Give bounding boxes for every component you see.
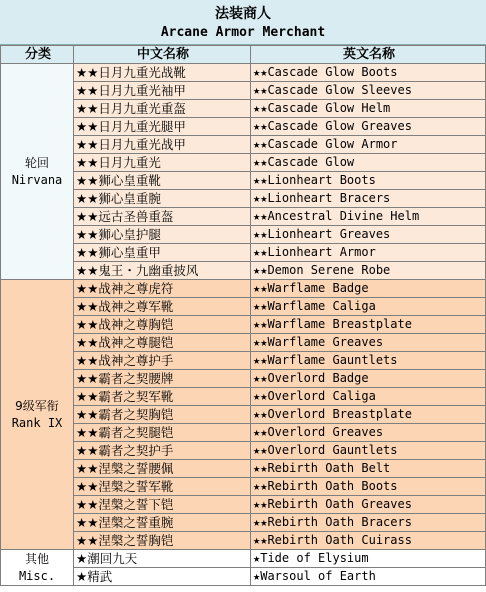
category-label-cn: 9级军衔 [15,398,59,413]
title-cn: 法装商人 [215,6,271,22]
item-cn-name: ★★霸者之契腿铠 [74,424,251,442]
category-cell [1,64,74,280]
item-cn-name: ★★战神之尊胸铠 [74,316,251,334]
header-en-name: 英文名称 [251,46,486,64]
item-cn-name: ★★战神之尊护手 [74,352,251,370]
item-cn-name: ★★日月九重光重盔 [74,100,251,118]
table-row [1,532,486,550]
table-row [1,190,486,208]
item-cn-name: ★★日月九重光战靴 [74,64,251,82]
item-en-name: ★★Cascade Glow Sleeves [251,82,486,100]
item-en-name: ★Warsoul of Earth [251,568,486,586]
category-cell [1,280,74,550]
table-row [1,82,486,100]
merchant-table [0,45,486,586]
item-cn-name: ★★涅槃之誓重腕 [74,514,251,532]
item-cn-name: ★★涅槃之誓军靴 [74,478,251,496]
item-en-name: ★★Cascade Glow Greaves [251,118,486,136]
item-en-name: ★★Warflame Badge [251,280,486,298]
table-body [1,64,486,586]
header-cn-name: 中文名称 [74,46,251,64]
table-row [1,370,486,388]
category-label-en: Misc. [18,568,56,583]
item-en-name: ★★Warflame Caliga [251,298,486,316]
item-cn-name: ★★涅槃之誓下铠 [74,496,251,514]
item-en-name: ★★Rebirth Oath Greaves [251,496,486,514]
table-row [1,172,486,190]
item-cn-name: ★★狮心皇护腿 [74,226,251,244]
item-en-name: ★★Cascade Glow Helm [251,100,486,118]
item-en-name: ★★Rebirth Oath Belt [251,460,486,478]
table-row [1,226,486,244]
item-en-name: ★★Lionheart Bracers [251,190,486,208]
item-cn-name: ★★日月九重光袖甲 [74,82,251,100]
item-en-name: ★★Rebirth Oath Cuirass [251,532,486,550]
item-en-name: ★★Warflame Breastplate [251,316,486,334]
item-cn-name: ★精武 [74,568,251,586]
item-cn-name: ★★狮心皇重甲 [74,244,251,262]
item-cn-name: ★★涅槃之誓腰佩 [74,460,251,478]
table-row [1,334,486,352]
item-cn-name: ★★霸者之契腰牌 [74,370,251,388]
item-en-name: ★★Rebirth Oath Bracers [251,514,486,532]
item-cn-name: ★★日月九重光腿甲 [74,118,251,136]
item-en-name: ★★Overlord Breastplate [251,406,486,424]
item-en-name: ★★Overlord Badge [251,370,486,388]
item-cn-name: ★★远古圣兽重盔 [74,208,251,226]
table-row [1,352,486,370]
item-en-name: ★Tide of Elysium [251,550,486,568]
category-label-en: Nirvana [11,172,63,187]
item-cn-name: ★★战神之尊虎符 [74,280,251,298]
table-row [1,496,486,514]
table-row [1,136,486,154]
item-en-name: ★★Overlord Greaves [251,424,486,442]
item-cn-name: ★★霸者之契护手 [74,442,251,460]
table-row [1,514,486,532]
item-cn-name: ★★涅槃之誓胸铠 [74,532,251,550]
table-row [1,442,486,460]
table-row [1,100,486,118]
item-cn-name: ★★战神之尊军靴 [74,298,251,316]
item-en-name: ★★Warflame Greaves [251,334,486,352]
item-cn-name: ★★狮心皇重腕 [74,190,251,208]
item-cn-name: ★★日月九重光 [74,154,251,172]
table-row [1,244,486,262]
item-en-name: ★★Cascade Glow Boots [251,64,486,82]
table-row [1,550,486,568]
table-row [1,388,486,406]
item-en-name: ★★Overlord Gauntlets [251,442,486,460]
table-row [1,478,486,496]
item-en-name: ★★Rebirth Oath Boots [251,478,486,496]
title-block [0,0,486,45]
item-en-name: ★★Overlord Caliga [251,388,486,406]
item-en-name: ★★Cascade Glow [251,154,486,172]
header-category: 分类 [1,46,74,64]
category-label-en: Rank IX [11,415,63,430]
table-row [1,208,486,226]
table-row [1,280,486,298]
table-row [1,424,486,442]
category-cell [1,550,74,586]
item-en-name: ★★Warflame Gauntlets [251,352,486,370]
item-cn-name: ★★狮心皇重靴 [74,172,251,190]
table-row [1,118,486,136]
item-en-name: ★★Lionheart Armor [251,244,486,262]
table-row [1,460,486,478]
table-row [1,316,486,334]
table-row [1,154,486,172]
item-cn-name: ★★日月九重光战甲 [74,136,251,154]
item-cn-name: ★★霸者之契军靴 [74,388,251,406]
table-row [1,298,486,316]
item-cn-name: ★★战神之尊腿铠 [74,334,251,352]
item-en-name: ★★Demon Serene Robe [251,262,486,280]
table-row [1,406,486,424]
category-label-cn: 轮回 [24,155,49,170]
item-en-name: ★★Lionheart Boots [251,172,486,190]
item-en-name: ★★Cascade Glow Armor [251,136,486,154]
title-en: Arcane Armor Merchant [160,25,326,40]
item-cn-name: ★★霸者之契胸铠 [74,406,251,424]
header-row [1,46,486,64]
item-cn-name: ★★鬼王・九幽重披风 [74,262,251,280]
item-cn-name: ★潮回九天 [74,550,251,568]
item-en-name: ★★Lionheart Greaves [251,226,486,244]
item-en-name: ★★Ancestral Divine Helm [251,208,486,226]
table-row [1,568,486,586]
category-label-cn: 其他 [24,551,49,566]
table-row [1,64,486,82]
table-row [1,262,486,280]
